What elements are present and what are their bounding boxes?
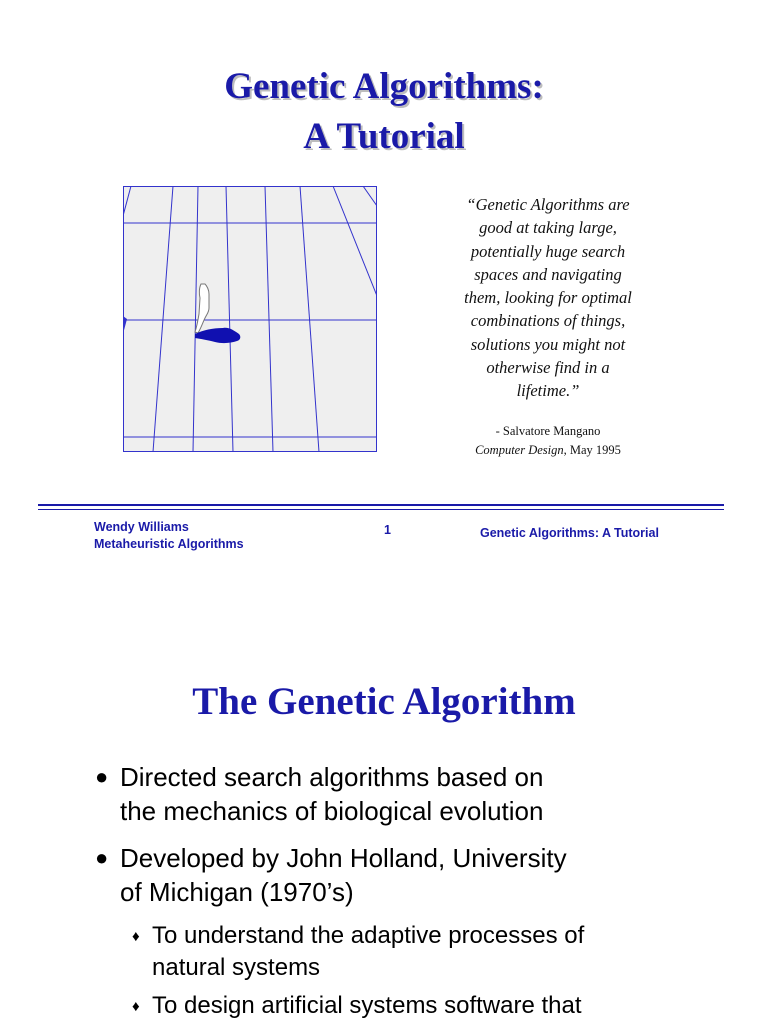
bullet-line: the mechanics of biological evolution	[120, 796, 544, 826]
bullet-dot-icon: ●	[95, 764, 109, 789]
quote-line: lifetime.”	[516, 381, 580, 401]
footer-divider-thick	[38, 504, 724, 506]
diamond-bullet-icon: ♦	[132, 998, 140, 1015]
quote-line: spaces and navigating	[474, 264, 622, 284]
slide1-title	[0, 62, 768, 162]
perspective-grid-figure	[123, 186, 377, 452]
quote-block	[430, 193, 666, 403]
diamond-bullet-icon: ♦	[132, 928, 140, 945]
source-date: , May 1995	[563, 443, 621, 457]
quote-line: “Genetic Algorithms are	[466, 195, 630, 214]
footer-author-block	[94, 519, 244, 553]
bullet-line: Developed by John Holland, University	[120, 843, 567, 873]
bullet-item	[95, 760, 685, 828]
quote-line: solutions you might not	[470, 334, 626, 354]
bullet-dot-icon: ●	[95, 845, 109, 870]
footer-page-number: 1	[384, 523, 391, 537]
subbullet-line: To design artificial systems software that	[152, 992, 582, 1019]
subbullet-item	[132, 920, 692, 984]
quote-line: good at taking large,	[479, 218, 617, 238]
quote-line: otherwise find in a	[486, 358, 610, 378]
footer-divider-thin	[38, 509, 724, 510]
subbullet-line: To understand the adaptive processes of	[152, 922, 585, 949]
quote-source	[430, 443, 666, 458]
source-publication: Computer Design	[475, 443, 564, 457]
quote-author: - Salvatore Mangano	[495, 424, 601, 438]
quote-line: potentially huge search	[470, 241, 626, 261]
bullet-item	[95, 841, 685, 909]
bullet-line: Directed search algorithms based on	[120, 762, 544, 792]
footer-title: Genetic Algorithms: A Tutorial	[480, 526, 659, 540]
quote-line: them, looking for optimal	[464, 288, 632, 308]
bullet-line: of Michigan (1970’s)	[120, 877, 354, 907]
title-line-1: Genetic Algorithms:	[224, 66, 544, 107]
quote-line: combinations of things,	[470, 311, 626, 331]
footer-author: Wendy Williams	[94, 520, 189, 534]
subbullet-line: natural systems	[152, 954, 321, 981]
title-line-2: A Tutorial	[303, 116, 465, 157]
footer-course: Metaheuristic Algorithms	[94, 537, 244, 551]
slide2-title: The Genetic Algorithm	[192, 680, 576, 723]
subbullet-item	[132, 990, 692, 1022]
